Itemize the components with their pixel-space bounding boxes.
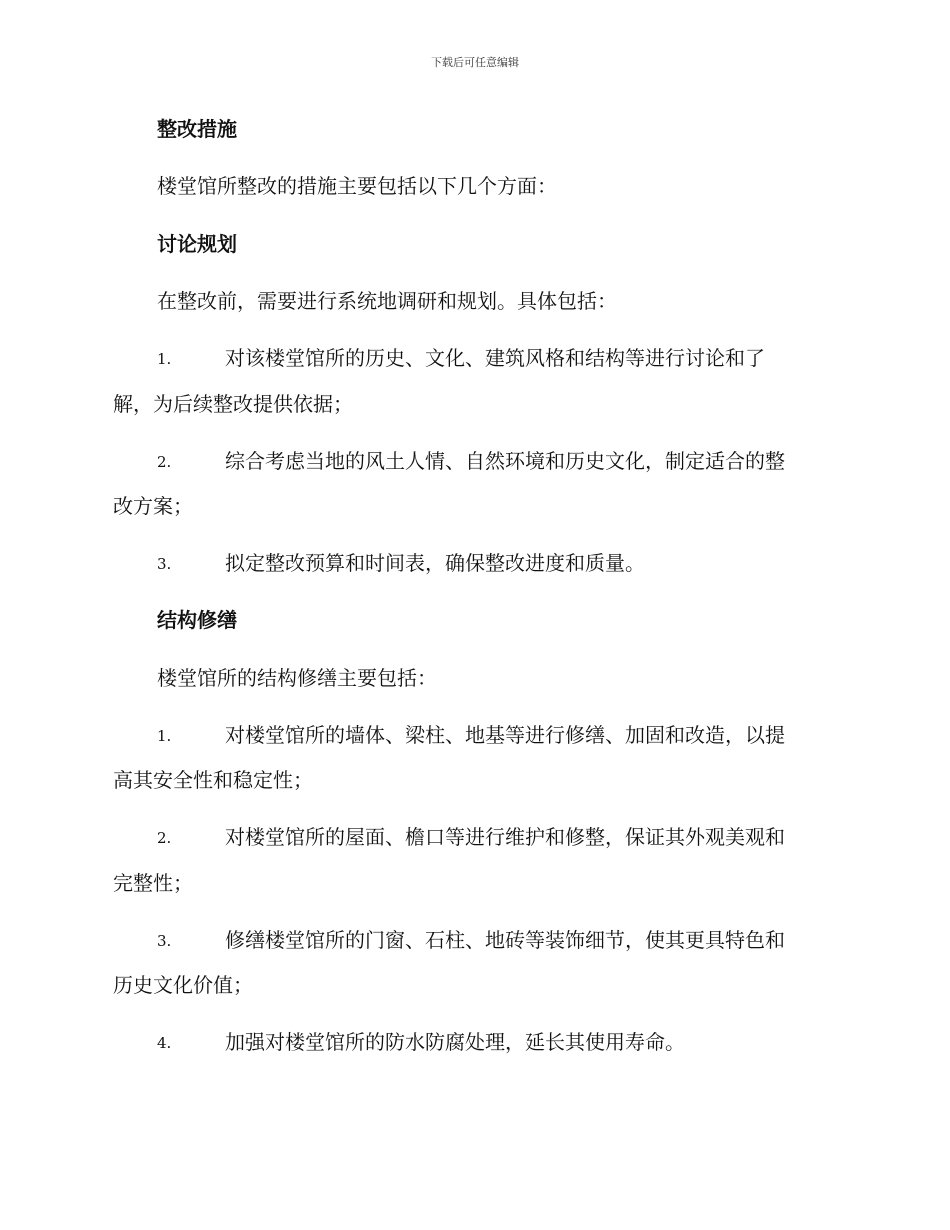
list-item-text: 加强对楼堂馆所的防水防腐处理，延长其使用寿命。	[225, 1030, 685, 1054]
list-item-text: 对楼堂馆所的屋面、檐口等进行维护和修整，保证其外观美观和	[225, 825, 785, 849]
section-heading-structural-repair: 结构修缮	[157, 608, 237, 632]
list-item-number: 1.	[157, 350, 172, 368]
list-item-number: 1.	[157, 727, 172, 745]
list-item-continuation: 解，为后续整改提供依据；	[113, 392, 353, 416]
list-item-text: 拟定整改预算和时间表，确保整改进度和质量。	[225, 551, 645, 575]
list-item-number: 3.	[157, 932, 172, 950]
list-item-text: 综合考虑当地的风土人情、自然环境和历史文化，制定适合的整	[225, 449, 785, 473]
list-item-text: 修缮楼堂馆所的门窗、石柱、地砖等装饰细节，使其更具特色和	[225, 928, 785, 952]
list-item-number: 3.	[157, 555, 172, 573]
section-intro: 在整改前，需要进行系统地调研和规划。具体包括：	[157, 289, 617, 313]
list-item-number: 4.	[157, 1034, 172, 1052]
section-heading-rectification-measures: 整改措施	[157, 117, 237, 141]
section-heading-planning: 讨论规划	[157, 232, 237, 256]
list-item-number: 2.	[157, 829, 172, 847]
list-item-text: 对该楼堂馆所的历史、文化、建筑风格和结构等进行讨论和了	[225, 346, 765, 370]
list-item-number: 2.	[157, 453, 172, 471]
list-item-continuation: 历史文化价值；	[113, 973, 253, 997]
section-intro: 楼堂馆所的结构修缮主要包括：	[157, 666, 437, 690]
list-item-continuation: 高其安全性和稳定性；	[113, 768, 313, 792]
section-intro: 楼堂馆所整改的措施主要包括以下几个方面：	[157, 174, 557, 198]
list-item-continuation: 改方案；	[113, 494, 193, 518]
list-item-text: 对楼堂馆所的墙体、梁柱、地基等进行修缮、加固和改造，以提	[225, 723, 785, 747]
page-header: 下载后可任意编辑	[431, 56, 519, 69]
list-item-continuation: 完整性；	[113, 871, 193, 895]
